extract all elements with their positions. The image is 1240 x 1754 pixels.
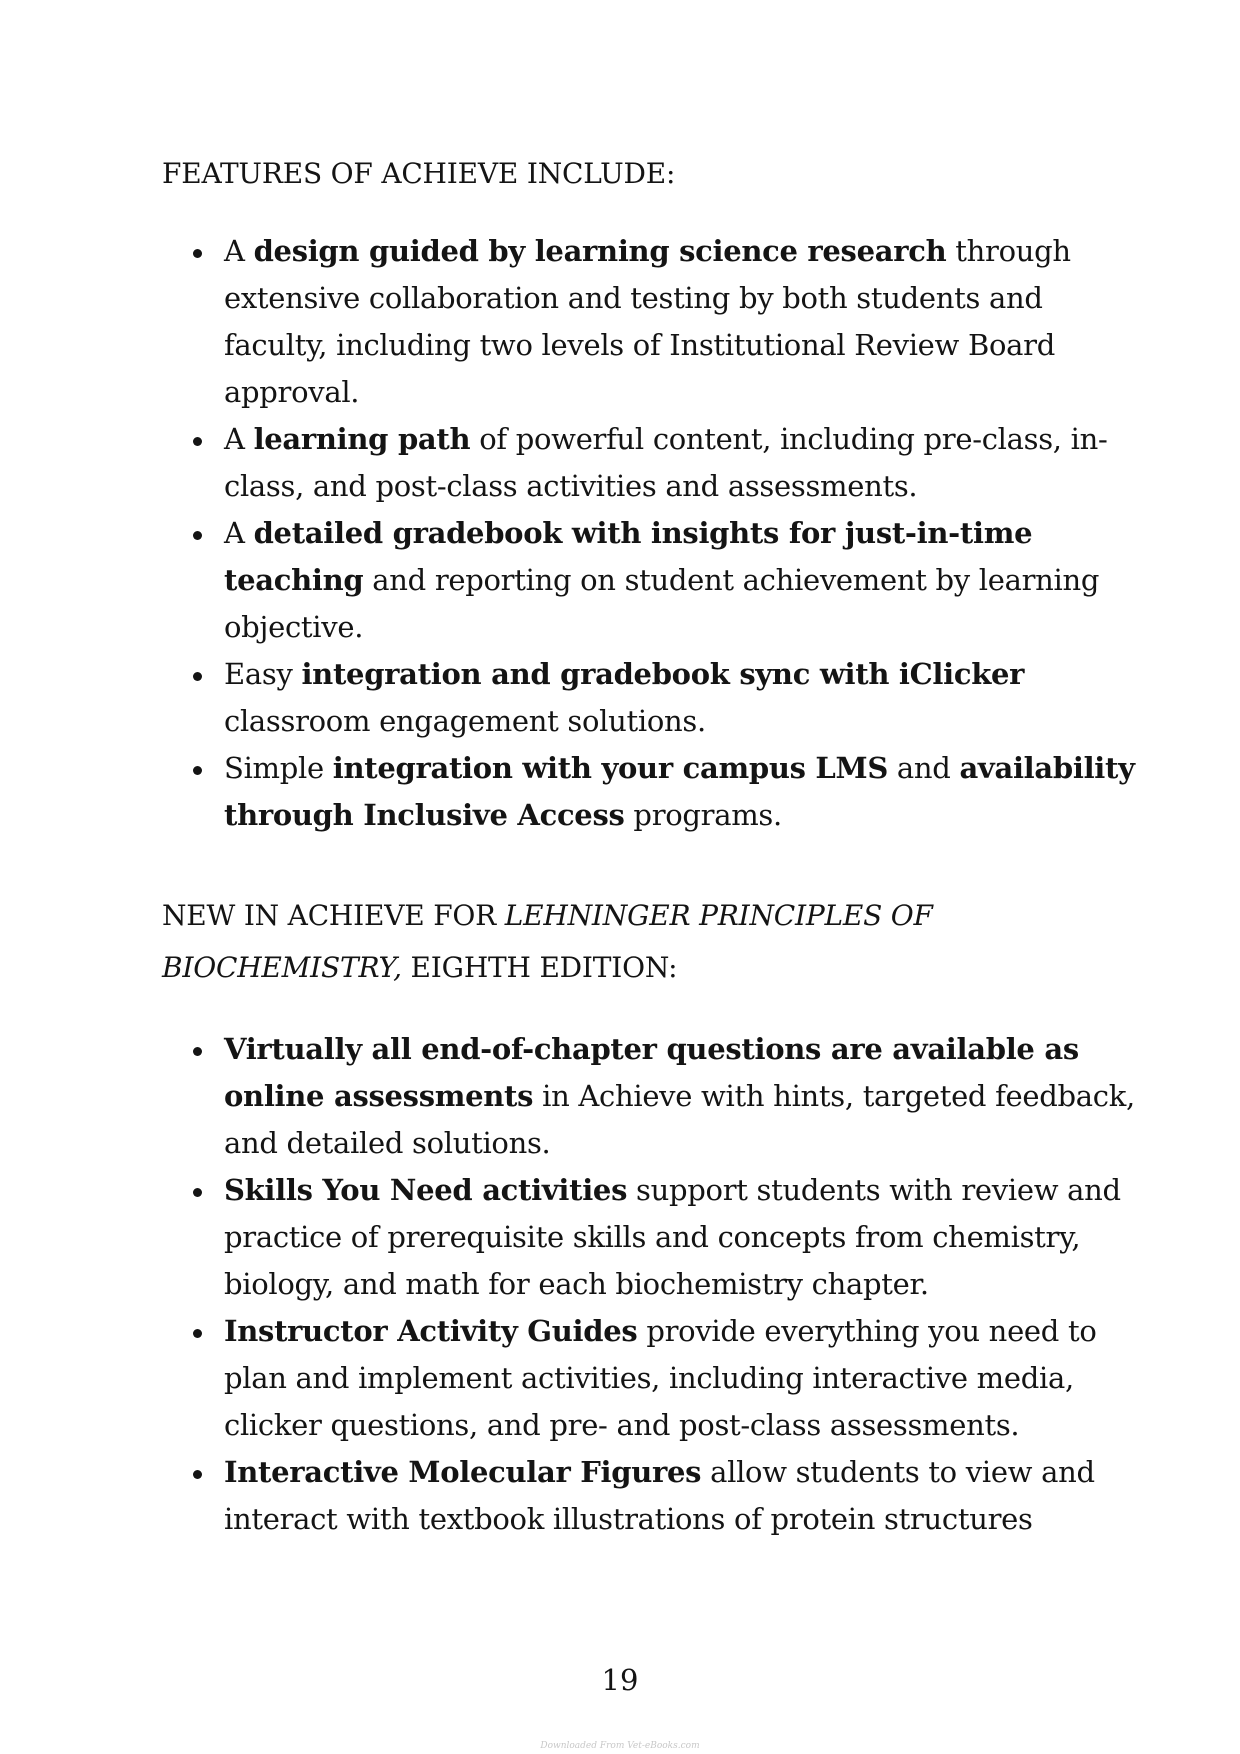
item-bold-text: availability through Inclusive Access [224,751,1135,832]
item-bold-text: Interactive Molecular Figures [224,1455,702,1489]
item-text: of powerful content, including pre-class, in-class, and post-class activities and assessments. [224,422,1108,503]
item-prefix: A [224,234,254,268]
features-list [162,228,1154,839]
heading-text: EIGHTH EDITION: [401,951,678,984]
item-text: support students with review and practice of prerequisite skills and concepts from chemistry, biology, and math for each biochemistry chapter. [224,1173,1121,1301]
list-item [224,1167,1154,1308]
list-item [224,1449,1154,1543]
book-title: LEHNINGER PRINCIPLES OF BIOCHEMISTRY, [162,899,933,984]
list-item [224,1308,1154,1449]
item-prefix: A [224,422,254,456]
item-text: and [887,751,960,785]
item-text: through extensive collaboration and testing by both students and faculty, including two levels of Institutional Review Board approval. [224,234,1071,409]
item-prefix: A [224,516,254,550]
new-features-list [162,1026,1154,1543]
heading-text: NEW IN ACHIEVE FOR [162,899,505,932]
item-prefix: Simple [224,751,333,785]
features-heading: FEATURES OF ACHIEVE INCLUDE: [162,157,676,190]
item-text: classroom engagement solutions. [224,704,706,738]
item-text: in Achieve with hints, targeted feedback, and detailed solutions. [224,1079,1135,1160]
item-text: allow students to view and interact with textbook illustrations of protein structures [224,1455,1095,1536]
list-item [224,651,1154,745]
list-item [224,228,1154,416]
item-text: and reporting on student achievement by learning objective. [224,563,1100,644]
list-item [224,1026,1154,1167]
list-item [224,416,1154,510]
list-item [224,510,1154,651]
item-bold-text: design guided by learning science research [253,234,947,268]
item-bold-text: learning path [253,422,471,456]
item-text: programs. [624,798,782,832]
item-bold-text: Virtually all end-of-chapter questions are available as online assessments [224,1032,1079,1113]
item-bold-text: detailed gradebook with insights for just-in-time teaching [224,516,1033,597]
item-text: provide everything you need to plan and implement activities, including interactive media, clicker questions, and pre- and post-class assessments. [224,1314,1097,1442]
watermark: Downloaded From Vet-eBooks.com [540,1741,700,1751]
item-prefix: Easy [224,657,302,691]
page-number: 19 [601,1663,639,1697]
new-in-achieve-heading [162,890,1122,994]
list-item [224,745,1154,839]
item-bold-text: integration and gradebook sync with iClicker [301,657,1025,691]
item-bold-text: Instructor Activity Guides [224,1314,638,1348]
item-bold-text: integration with your campus LMS [332,751,888,785]
item-bold-text: Skills You Need activities [224,1173,628,1207]
